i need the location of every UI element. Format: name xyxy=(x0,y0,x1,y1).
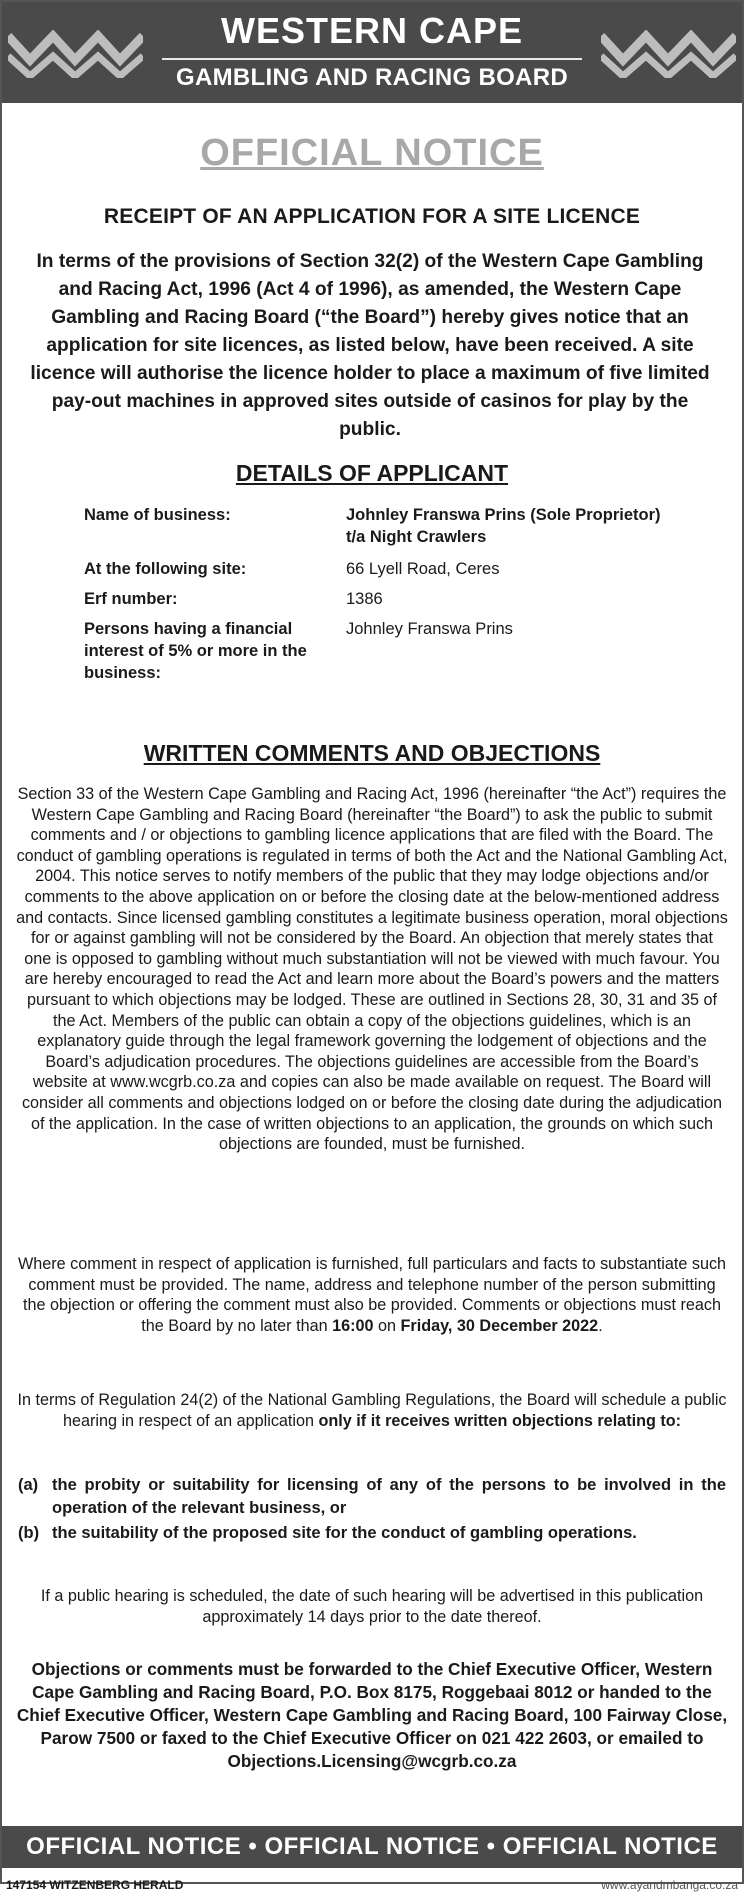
list-item xyxy=(18,1474,726,1520)
comments-heading: WRITTEN COMMENTS AND OBJECTIONS xyxy=(143,740,601,766)
list-item-text: the suitability of the proposed site for the conduct of gambling operations. xyxy=(52,1524,637,1542)
detail-value-line: Johnley Franswa Prins (Sole Proprietor) xyxy=(346,506,661,524)
detail-label: At the following site: xyxy=(84,560,247,578)
objection-grounds-list xyxy=(18,1474,726,1547)
list-marker: (b) xyxy=(18,1524,40,1542)
publication-reference: 147154 WITZENBERG HERALD xyxy=(6,1878,184,1892)
detail-label: Erf number: xyxy=(84,590,178,608)
comments-paragraph-1: Section 33 of the Western Cape Gambling and Racing Act, 1996 (hereinafter “the Act”) requires the Western Cape Gambling and Racing Board (hereinafter “the Board”) to ask the public to submit comments and / or objections to gambling licence applications that are filed with the Board. The conduct of gambling operations is regulated in terms of both the Act and the National Gambling Act, 2004. This notice serves to notify members of the public that they may lodge objections and/or comments to the above application on or before the closing date at the below-mentioned address and contacts. Since licensed gambling constitutes a legitimate business operation, moral objections for or against gambling will not be considered by the Board. An objection that merely states that one is opposed to gambling without much substantiation will not be viewed with much favour. You are hereby encouraged to read the Act and learn more about the Board’s powers and the matters pursuant to which objections may be lodged. These are outlined in Sections 28, 30, 31 and 35 of the Act. Members of the public can obtain a copy of the objections guidelines, which is an explanatory guide through the legal framework governing the lodgement of objections and the Board’s adjudication procedures. The objections guidelines are accessible from the Board’s website at www.wcgrb.co.za and copies can also be made available on request. The Board will consider all comments and objections lodged on or before the closing date during the adjudication of the application. In the case of written objections to an application, the grounds on which such objections are founded, must be furnished. xyxy=(16,785,728,1154)
submission-instructions: Objections or comments must be forwarded to the Chief Executive Officer, Western Cape Gambling and Racing Board, P.O. Box 8175, Roggebaai 8012 or handed to the Chief Executive Officer, Western Cape Gambling and Racing Board, 100 Fairway Close, Parow 7500 or faxed to the Chief Executive Officer on 021 422 2603, or emailed to Objections.Licensing@wcgrb.co.za xyxy=(16,1659,728,1771)
detail-label: Name of business: xyxy=(84,506,231,524)
header-divider xyxy=(162,58,582,60)
notice-subheading: RECEIPT OF AN APPLICATION FOR A SITE LICENCE xyxy=(103,205,641,228)
list-marker: (a) xyxy=(18,1476,39,1494)
detail-value: 1386 xyxy=(346,590,383,608)
comments-paragraph-3 xyxy=(16,1390,728,1431)
deadline-time: 16:00 xyxy=(332,1316,374,1335)
detail-value-line: t/a Night Crawlers xyxy=(346,528,487,546)
notice-title: OFFICIAL NOTICE xyxy=(200,132,544,174)
list-item-text: the probity or suitability for licensing of any of the persons to be involved in the operation of the relevant business, or xyxy=(52,1476,726,1517)
details-heading: DETAILS OF APPLICANT xyxy=(235,460,509,486)
header-subtitle: GAMBLING AND RACING BOARD xyxy=(176,64,568,91)
paragraph-text: on xyxy=(378,1316,397,1335)
detail-value xyxy=(346,504,726,548)
intro-paragraph: In terms of the provisions of Section 32(2) of the Western Cape Gambling and Racing Act, 1996 (Act 4 of 1996), as amended, the Western Cape Gambling and Racing Board (“the Board”) hereby gives notice that an application for site licences, as listed below, have been received. A site licence will authorise the licence holder to place a maximum of five limited pay-out machines in approved sites outside of casinos for play by the public. xyxy=(30,251,710,440)
detail-value: 66 Lyell Road, Ceres xyxy=(346,560,500,578)
header-banner xyxy=(2,2,742,103)
paragraph-text: Where comment in respect of application is furnished, full particulars and facts to substantiate such comment must be provided. The name, address and telephone number of the person submitting the objection or offering the comment must also be provided. Comments or objections must reach the Board by no later than xyxy=(17,1255,727,1335)
detail-label: Persons having a financial interest of 5% or more in the business: xyxy=(84,620,307,682)
zigzag-pattern-right xyxy=(601,30,736,78)
deadline-date: Friday, 30 December 2022 xyxy=(400,1316,599,1335)
detail-value: Johnley Franswa Prins xyxy=(346,620,513,638)
header-title: WESTERN CAPE xyxy=(220,10,524,51)
website-credit: www.ayandmbanga.co.za xyxy=(601,1878,738,1892)
comments-paragraph-4: If a public hearing is scheduled, the date of such hearing will be advertised in this publication approximately 14 days prior to the date thereof. xyxy=(40,1587,704,1626)
list-item xyxy=(18,1522,726,1545)
footer-banner: OFFICIAL NOTICE • OFFICIAL NOTICE • OFFICIAL NOTICE xyxy=(2,1826,742,1868)
paragraph-emphasis: only if it receives written objections relating to: xyxy=(318,1411,682,1430)
paragraph-text: In terms of Regulation 24(2) of the National Gambling Regulations, the Board will schedule a public hearing in respect of an application xyxy=(17,1391,727,1430)
comments-paragraph-2: Where comment in respect of application is furnished, full particulars and facts to substantiate such comment must be provided. The name, address and telephone number of the person submitting the objection or offering the comment must also be provided. Comments or objections must reach the Board by no later than 16:00 on Friday, 30 December 2022. xyxy=(17,1255,727,1335)
